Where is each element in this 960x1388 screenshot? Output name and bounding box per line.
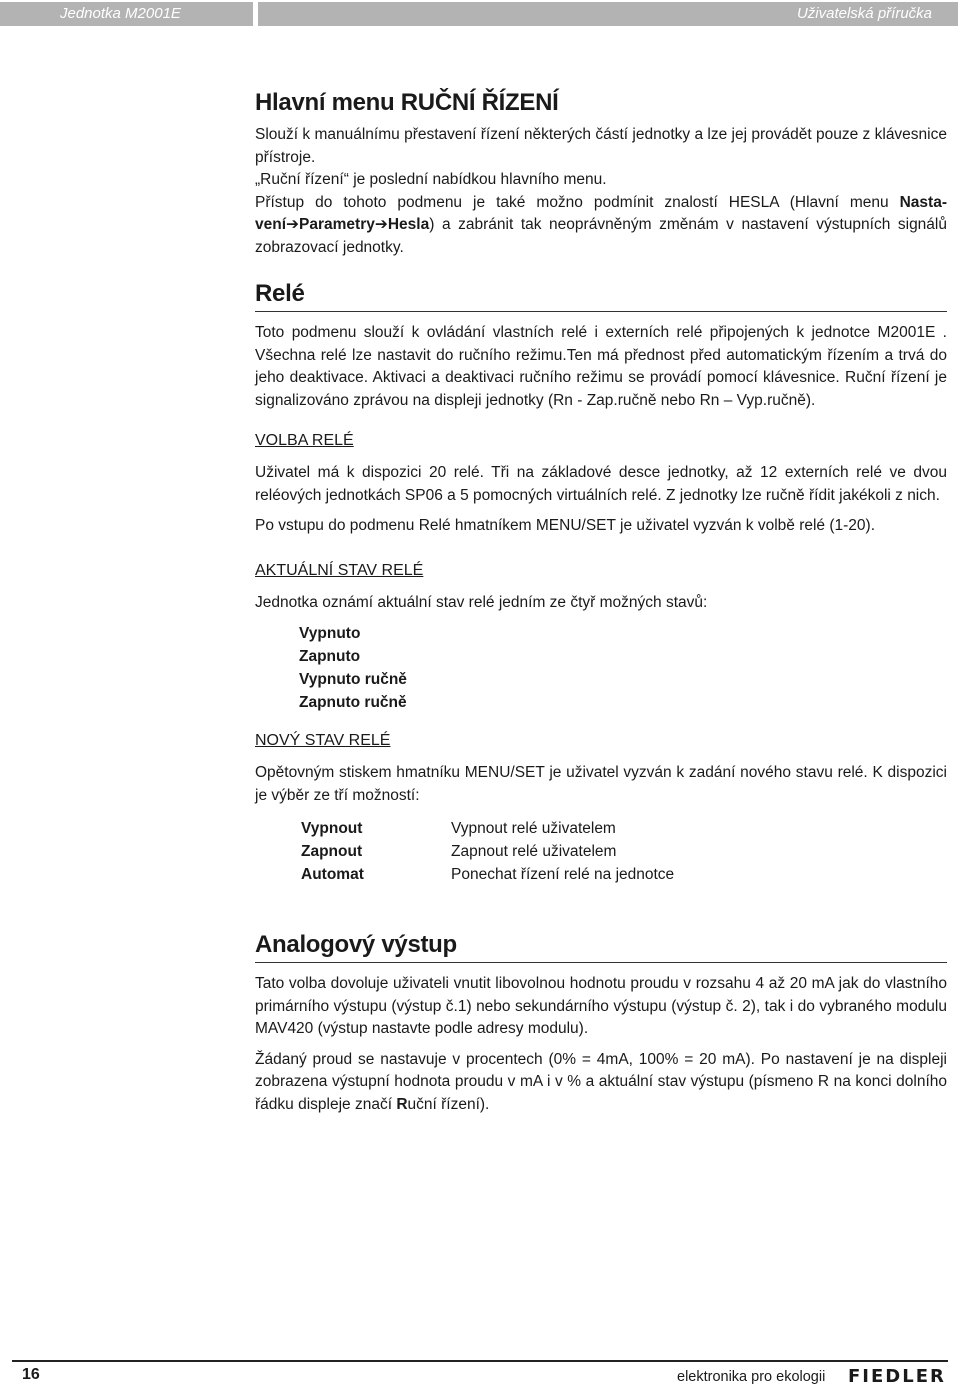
- subsection-title-relay-selection: VOLBA RELÉ: [255, 432, 354, 449]
- paragraph-analog-setting: [255, 1049, 947, 1117]
- paragraph-relay-prompt: Po vstupu do podmenu Relé hmatníkem MENU/SET je uživatel vyzván k volbě relé (1-20).: [255, 517, 875, 534]
- page-number: 16: [22, 1366, 40, 1383]
- option-key: Automat: [301, 866, 364, 883]
- table-row: [301, 817, 674, 840]
- section-title-manual-control: Hlavní menu RUČNÍ ŘÍZENÍ: [255, 89, 559, 116]
- paragraph-current-state: Jednotka oznámí aktuální stav relé jedním ze čtyř možných stavů:: [255, 593, 708, 611]
- subsection-title-new-state: NOVÝ STAV RELÉ: [255, 732, 391, 749]
- page-header: [0, 0, 960, 30]
- paragraph-password: [255, 192, 947, 260]
- footer-tagline: elektronika pro ekologii: [677, 1369, 826, 1385]
- list-item: Zapnuto: [299, 648, 361, 665]
- section-title-analog-output: Analogový výstup: [255, 930, 947, 963]
- paragraph-new-state: Opětovným stiskem hmatníku MENU/SET je uživatel vyzván k zadání nového stavu relé. K dispozici je výběr ze tří možností:: [255, 764, 947, 804]
- paragraph-analog-intro: Tato volba dovoluje uživateli vnutit libovolnou hodnotu proudu v rozsahu 4 až 20 mA jak do vlastního primárního výstupu (výstup č.1) nebo sekundárního výstupu (výstup č. 2), tak i do vybraného modulu MAV420 (výstup nastavte podle adresy modulu).: [255, 975, 947, 1037]
- table-row: [301, 863, 674, 886]
- subsection-title-current-state: AKTUÁLNÍ STAV RELÉ: [255, 561, 424, 579]
- section-title-relay: Relé: [255, 279, 947, 312]
- arrow-right-icon: ➔: [286, 216, 300, 233]
- list-item: Zapnuto ručně: [299, 694, 407, 711]
- header-manual-title: Uživatelská příručka: [258, 2, 958, 26]
- header-document-title: Jednotka M2001E: [0, 2, 253, 26]
- analog-text-start: Žádaný proud se nastavuje v procentech (0% = 4mA, 100% = 20 mA). Po nastavení je na displeji zobrazena výstupní hodnota proudu v mA i v % a aktuální stav výstupu (písmeno R na konci dolního řádku displeje značí: [255, 1050, 947, 1113]
- option-key: Zapnout: [301, 843, 363, 860]
- new-state-options: [301, 817, 674, 886]
- arrow-right-icon: ➔: [374, 216, 388, 233]
- list-item: Vypnuto ručně: [299, 671, 407, 688]
- letter-r-bold: R: [396, 1095, 408, 1113]
- option-key: Vypnout: [301, 820, 363, 837]
- paragraph-intro: Slouží k manuálnímu přestavení řízení některých částí jednotky a lze jej provádět pouze z klávesnice přístroje.: [255, 126, 947, 166]
- company-logo: FIEDLER: [848, 1366, 946, 1387]
- page-content: [255, 88, 947, 1124]
- option-description: Vypnout relé uživatelem: [451, 820, 616, 837]
- option-description: Ponechat řízení relé na jednotce: [451, 866, 675, 883]
- paragraph-last-item: „Ruční řízení“ je poslední nabídkou hlavního menu.: [255, 171, 607, 188]
- list-item: Vypnuto: [299, 625, 361, 642]
- table-row: [301, 840, 674, 863]
- menu-path-parameters: Parametry: [299, 216, 375, 233]
- analog-text-end: uční řízení).: [407, 1095, 490, 1113]
- footer-divider: [12, 1360, 948, 1362]
- menu-path-passwords: Hesla: [387, 216, 430, 233]
- paragraph-relay-selection: Uživatel má k dispozici 20 relé. Tři na základové desce jednotky, až 12 externích relé ve dvou reléových jednotkách SP06 a 5 pomocných virtuálních relé. Z jednotky lze ručně řídit jakékoli z nich.: [255, 464, 947, 504]
- password-text-end: ) a zabránit tak neoprávněným změnám v nastavení výstupních signálů zobrazovací jednotky.: [255, 216, 947, 256]
- menu-path-settings: Nasta-vení: [255, 193, 947, 233]
- option-description: Zapnout relé uživatelem: [451, 843, 617, 860]
- password-text-start: Přístup do tohoto podmenu je také možno podmínit znalostí HESLA (Hlavní menu: [255, 193, 900, 211]
- relay-state-list: [299, 622, 947, 714]
- paragraph-relay-intro: Toto podmenu slouží k ovládání vlastních relé i externích relé připojených k jednotce M2001E . Všechna relé lze nastavit do ručního režimu.Ten má přednost před automatickým řízením a trvá do jeho deaktivace. Aktivaci a deaktivaci ručního režimu se provádí pomocí klávesnice. Ruční řízení je signalizováno zprávou na displeji jednotky (Rn - Zap.ručně nebo Rn – Vyp.ručně).: [255, 324, 947, 409]
